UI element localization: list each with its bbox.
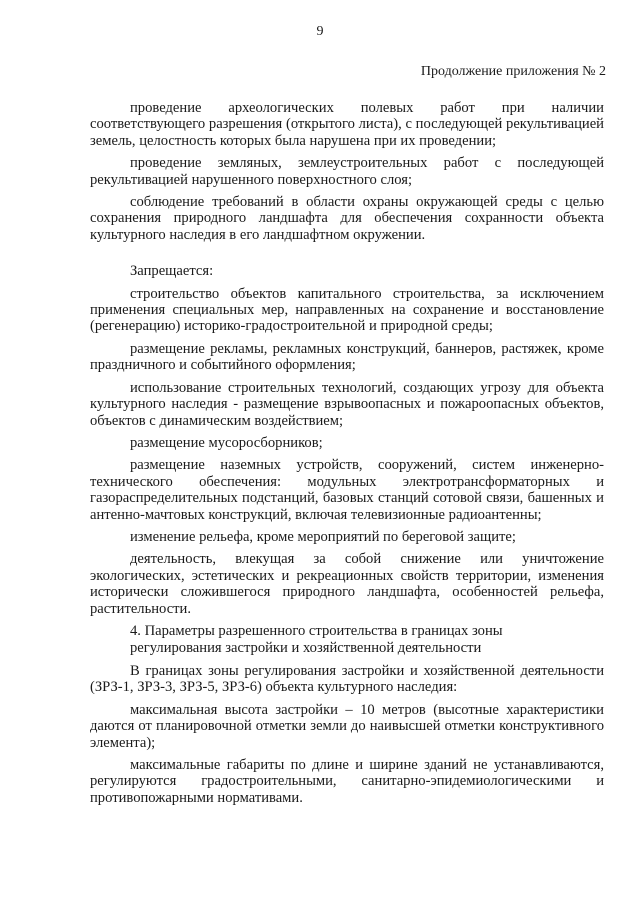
paragraph: В границах зоны регулирования застройки и хозяйственной деятельности (ЗРЗ-1, ЗРЗ-3, ЗРЗ-5, ЗРЗ-6) объекта культурного наследия: — [90, 662, 604, 696]
paragraph: размещение рекламы, рекламных конструкций, баннеров, растяжек, кроме праздничного и событийного оформления; — [90, 340, 604, 374]
section-4-title-line-2: регулирования застройки и хозяйственной деятельности — [130, 639, 482, 656]
prohibited-heading: Запрещается: — [130, 263, 214, 280]
paragraph: строительство объектов капитального строительства, за исключением применения специальных мер, направленных на сохранение и восстановление (регенерацию) историко-градостроительной и природной среды; — [90, 285, 604, 335]
paragraph: максимальные габариты по длине и ширине зданий не устанавливаются, регулируются градостроительными, санитарно-эпидемиологическими и противопожарными нормативами. — [90, 757, 604, 806]
paragraph: проведение земляных, землеустроительных работ с последующей рекультивацией нарушенного поверхностного слоя; — [90, 155, 604, 188]
paragraph: деятельность, влекущая за собой снижение или уничтожение экологических, эстетических и рекреационных свойств территории, изменения исторически сложившегося природного ландшафта, особенностей рельефа, растительности. — [90, 551, 604, 617]
paragraph: максимальная высота застройки – 10 метров (высотные характеристики даются от планировочной отметки земли до наивысшей отметки конструктивного элемента); — [90, 701, 604, 751]
paragraph: соблюдение требований в области охраны окружающей среды с целью сохранения природного ландшафта для обеспечения сохранности объекта культурного наследия в его ландшафтном окружении. — [90, 194, 604, 243]
paragraph: изменение рельефа, кроме мероприятий по береговой защите; — [130, 528, 516, 545]
section-4-title-line-1: 4. Параметры разрешенного строительства в границах зоны — [130, 622, 503, 639]
paragraph: проведение археологических полевых работ при наличии соответствующего разрешения (открытого листа), с последующей рекультивацией земель, целостность которых была нарушена при их проведении; — [90, 100, 604, 149]
paragraph: размещение наземных устройств, сооружений, систем инженерно-технического обеспечения: модульных электротрансформаторных и газораспределительных подстанций, базовых станций сотовой связи, башенных и антенно-мачтовых конструкций, включая телевизионные радиоантенны; — [90, 457, 604, 523]
paragraph: использование строительных технологий, создающих угрозу для объекта культурного наследия - размещение взрывоопасных и пожароопасных объектов, объектов с динамическим воздействием; — [90, 379, 604, 429]
document-body — [90, 100, 604, 812]
paragraph: размещение мусоросборников; — [130, 434, 323, 451]
page-number: 9 — [316, 24, 324, 39]
appendix-continuation-label: Продолжение приложения № 2 — [420, 64, 606, 79]
section-4-heading — [90, 623, 604, 657]
